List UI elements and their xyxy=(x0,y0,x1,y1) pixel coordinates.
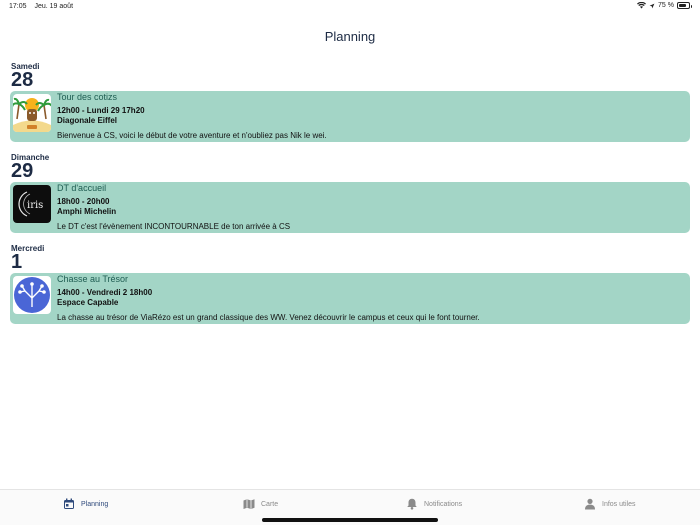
tab-label: Notifications xyxy=(424,500,463,508)
event-description: Bienvenue à CS, voici le début de votre aventure et n'oubliez pas Nik le wei. xyxy=(57,131,327,140)
day-name: Dimanche xyxy=(11,153,50,162)
event-time: 12h00 - Lundi 29 17h20 xyxy=(57,106,145,115)
day-name: Samedi xyxy=(11,62,40,71)
person-icon xyxy=(584,498,596,510)
tab-notifications[interactable] xyxy=(406,498,462,510)
viarezo-logo xyxy=(13,276,51,314)
day-header xyxy=(11,244,44,271)
event-card[interactable] xyxy=(10,182,690,233)
tab-planning[interactable] xyxy=(63,498,108,510)
event-description: La chasse au trésor de ViaRézo est un grand classique des WW. Venez découvrir le campus et ceux qui le font tourner. xyxy=(57,313,480,322)
day-header xyxy=(11,62,39,89)
status-bar xyxy=(0,0,700,14)
day-number: 1 xyxy=(11,251,23,273)
map-icon xyxy=(243,498,255,510)
day-number: 28 xyxy=(11,69,34,91)
battery-percent: 75 % xyxy=(658,2,674,9)
tab-carte[interactable] xyxy=(243,498,278,510)
event-title: DT d'accueil xyxy=(57,183,107,193)
day-name: Mercredi xyxy=(11,244,45,253)
iris-logo-text: iris xyxy=(27,200,44,211)
tab-label: Carte xyxy=(261,500,279,508)
event-place: Espace Capable xyxy=(57,298,119,307)
wifi-icon xyxy=(637,2,646,9)
location-arrow-icon xyxy=(649,3,655,9)
tab-infos-utiles[interactable] xyxy=(584,498,635,510)
event-title: Chasse au Trésor xyxy=(57,274,129,284)
day-number: 29 xyxy=(11,160,34,182)
event-card[interactable] xyxy=(10,91,690,142)
event-place: Diagonale Eiffel xyxy=(57,116,118,125)
event-card[interactable] xyxy=(10,273,690,324)
battery-icon xyxy=(677,2,690,9)
tab-label: Infos utiles xyxy=(602,500,636,508)
event-time: 14h00 - Vendredi 2 18h00 xyxy=(57,288,153,297)
tab-label: Planning xyxy=(81,500,109,508)
iris-logo xyxy=(13,185,51,223)
event-title: Tour des cotizs xyxy=(57,92,118,102)
event-description: Le DT c'est l'évènement INCONTOURNABLE de ton arrivée à CS xyxy=(57,222,291,231)
home-indicator[interactable] xyxy=(262,518,438,522)
page-title: Planning xyxy=(324,29,376,44)
status-time: 17:05 xyxy=(9,3,27,10)
status-date: Jeu. 19 août xyxy=(34,3,74,10)
palm-beach-logo xyxy=(13,94,51,132)
event-time: 18h00 - 20h00 xyxy=(57,197,110,206)
bell-icon xyxy=(406,498,418,510)
calendar-icon xyxy=(63,498,75,510)
day-header xyxy=(11,153,49,180)
event-place: Amphi Michelin xyxy=(57,207,117,216)
